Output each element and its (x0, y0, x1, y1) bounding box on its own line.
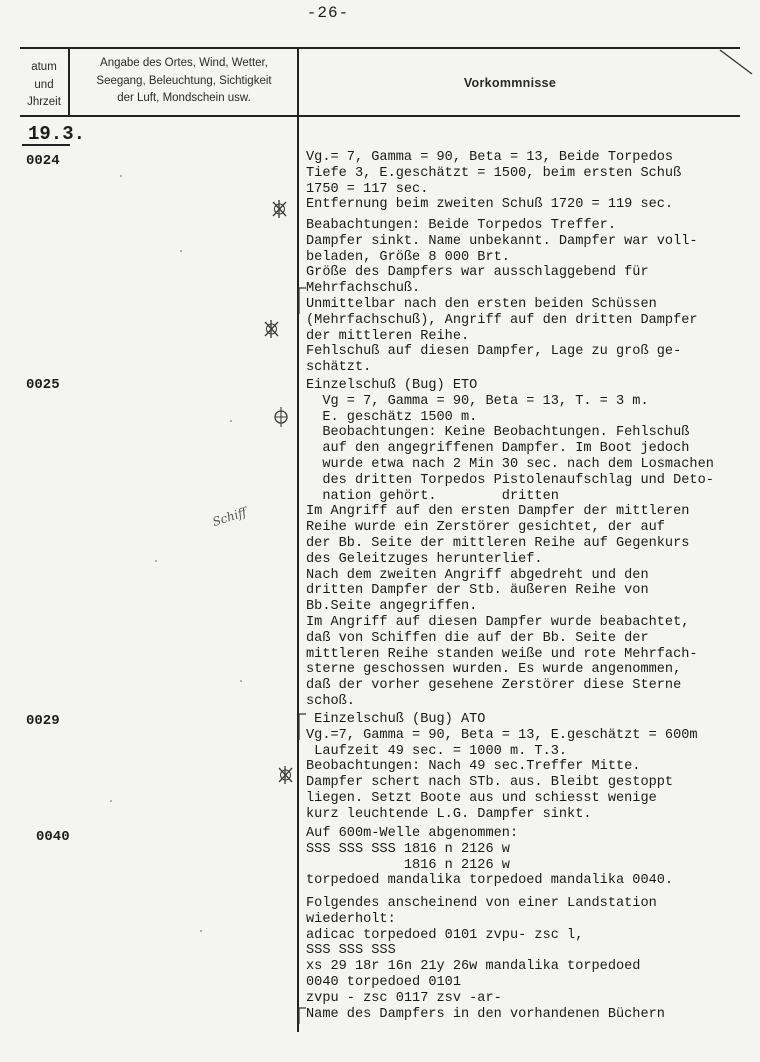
scan-speck (110, 800, 112, 802)
edit-bracket (296, 1006, 308, 1026)
column-divider-2 (297, 47, 299, 1032)
scan-speck (200, 930, 202, 932)
entry-text: Auf 600m-Welle abgenommen: SSS SSS SSS 1816 n 2126 w 1816 n 2126 w torpedoed mandalika torpedoed mandalika 0040. (306, 826, 674, 889)
corner-tick (718, 48, 758, 78)
entry-text: Beabachtungen: Beide Torpedos Treffer. Dampfer sinkt. Name unbekannt. Dampfer war voll- beladen, Größe 8 000 Brt. Größe des Dampfers war ausschlaggebend für Mehrfachschuß. Unmittelbar nach den ersten beiden Schüssen (Mehrfachschuß), Angriff auf den dritten Dampfer der mittleren Reihe. Fehlschuß auf diesen Dampfer, Lage zu groß ge- schätzt. (306, 218, 698, 376)
miss-symbol-icon (272, 406, 290, 428)
scan-speck (240, 680, 242, 682)
entry-time: 0024 (26, 153, 60, 169)
margin-note: Schiff (210, 504, 249, 530)
events-column-header: Vorkommnisse (463, 76, 557, 90)
entry-time: 0040 (36, 829, 70, 845)
entry-text: Folgendes anscheinend von einer Landstation wiederholt: adicac torpedoed 0101 zvpu- zsc l, SSS SSS SSS xs 29 18r 16n 21y 26w mandalika torpedoed 0040 torpedoed 0101 zvpu - zsc 0117 zsv -ar- Name des Dampfers in den vorhandenen Büchern (306, 896, 665, 1022)
location-column-header: Angabe des Ortes, Wind, Wetter, Seegang, Beleuchtung, Sichtigkeit der Luft, Mondschein usw. (96, 57, 272, 104)
entry-text: Einzelschuß (Bug) ETO Vg = 7, Gamma = 90, Beta = 13, T. = 3 m. E. geschätz 1500 m. Beobachtungen: Keine Beobachtungen. Fehlschuß auf den angegriffenen Dampfer. Im Boot jedoch wurde etwa nach 2 Min 30 sec. nach dem Losmachen des dritten Torpedos Pistolenaufschlag und Deto- nation gehört. dritten Im Angriff auf den ersten Dampfer der mittleren Reihe wurde ein Zerstörer gesichtet, der auf der Bb. Seite der mittleren Reihe auf Gegenkurs des Geleitzuges herunterlief. Nach dem zweiten Angriff abgedreht und den dritten Dampfer der Stb. äußeren Reihe von Bb.Seite angegriffen. Im Angriff auf diesen Dampfer wurde beabachtet, daß von Schiffen die auf der Bb. Seite der mittleren Reihe standen weiße und rote Mehrfach- sterne geschossen wurden. Es wurde angenommen, daß der vorher gesehene Zerstörer diese Sterne schoß. (306, 378, 714, 709)
page-number: -26- (306, 4, 350, 22)
log-date: 19.3. (28, 123, 86, 145)
entry-time: 0025 (26, 377, 60, 393)
scan-speck (155, 560, 157, 562)
header-top-rule (20, 47, 740, 49)
scan-speck (230, 420, 232, 422)
hit-symbol-icon (262, 318, 282, 340)
scan-speck (180, 250, 182, 252)
entry-text: Einzelschuß (Bug) ATO Vg.=7, Gamma = 90, Beta = 13, E.geschätzt = 600m Laufzeit 49 sec. = 1000 m. T.3. Beobachtungen: Nach 49 sec.Treffer Mitte. Dampfer schert nach STb. aus. Bleibt gestoppt liegen. Setzt Boote aus und schiesst wenige kurz leuchtende L.G. Dampfer sinkt. (306, 712, 698, 822)
header-bottom-rule (20, 115, 740, 117)
edit-bracket (296, 712, 308, 742)
scan-speck (120, 175, 122, 177)
date-column-header: atum und Jhrzeit (27, 61, 61, 108)
entry-text: Vg.= 7, Gamma = 90, Beta = 13, Beide Torpedos Tiefe 3, E.geschätzt = 1500, beim ersten Schuß 1750 = 117 sec. Entfernung beim zweiten Schuß 1720 = 119 sec. (306, 150, 682, 213)
entry-time: 0029 (26, 713, 60, 729)
edit-bracket (296, 286, 308, 316)
hit-symbol-icon (270, 198, 290, 220)
hit-symbol-icon (276, 764, 296, 786)
